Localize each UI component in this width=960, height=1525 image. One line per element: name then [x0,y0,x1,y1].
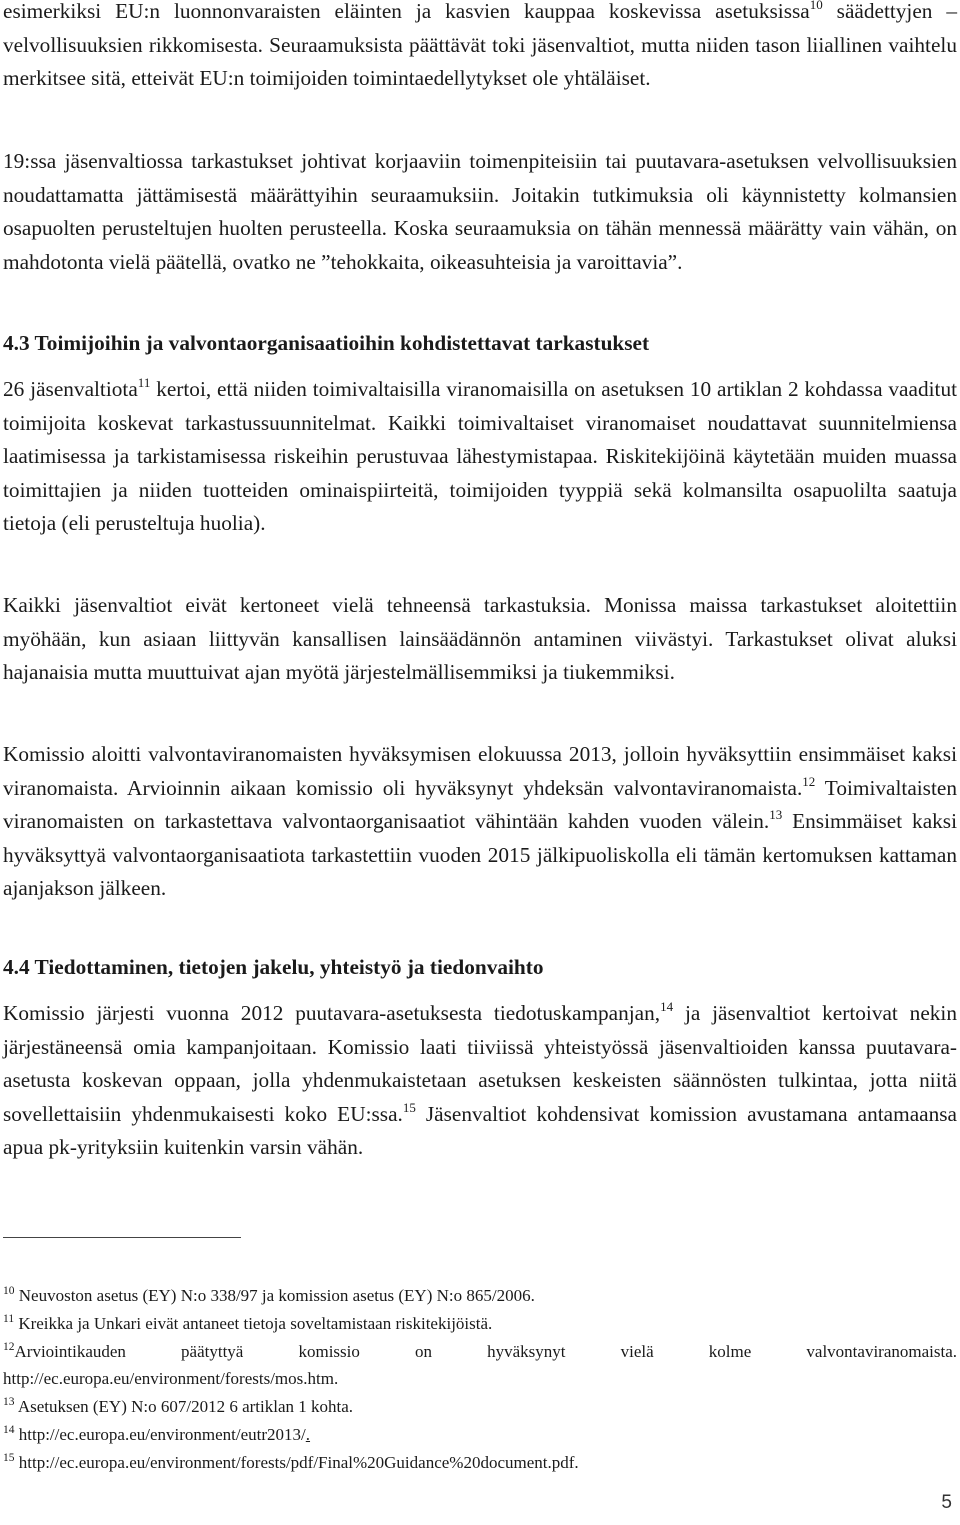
page-number: 5 [941,1492,952,1513]
section-heading: 4.3 Toimijoihin ja valvontaorganisaatioihin kohdistettavat tarkastukset [3,331,650,355]
footnote-number: 15 [3,1451,15,1464]
footnote-ref[interactable]: 11 [137,375,151,390]
footnote [3,1282,957,1310]
footnote-text: Kreikka ja Unkari eivät antaneet tietoja soveltamistaan riskitekijöistä. [18,1313,493,1333]
paragraph [3,145,957,279]
paragraph [3,738,957,906]
footnote-continuation [3,1365,957,1393]
paragraph-text [3,997,957,1165]
footnote [3,1393,957,1421]
footnote-number: 14 [3,1423,15,1436]
paragraph-text [3,145,957,279]
footnote-separator [3,1237,241,1238]
text-run: Komissio järjesti vuonna 2012 puutavara-asetuksesta tiedotuskampanjan, [3,1001,661,1025]
footnote [3,1449,957,1477]
text-run: Kaikki jäsenvaltiot eivät kertoneet vielä tehneensä tarkastuksia. Monissa maissa tarkastukset aloitettiin myöhään, kun asiaan liittyvän kansallisen lainsäädännön antaminen viivästyi. Tarkastukset olivat aluksi hajanaisia mutta muuttuivat ajan myötä järjestelmällisemmiksi ja tiukemmiksi. [3,593,957,684]
paragraph [3,0,957,96]
text-run: kertoi, että niiden toimivaltaisilla viranomaisilla on asetuksen 10 artiklan 2 kohdassa vaaditut toimijoita koskevat tarkastussuunnitelmat. Kaikki toimivaltaiset viranomaiset noudattavat suunnitelmiensa laatimisessa ja tarkistamisessa riskeihin perustuvaa lähestymistapaa. Riskitekijöinä käytetään muiden muassa toimittajien ja niiden tuotteiden ominaispiirteitä, toimijoiden tyyppiä sekä kolmansilta osapuolilta saatuja tietoja (eli perusteltuja huolia). [3,377,958,535]
footnote-link-trail: . [305,1424,311,1444]
footnote [3,1421,957,1449]
footnote-number: 13 [3,1396,15,1409]
text-run: ja jäsenvaltiot kertoivat nekin järjestäneensä omia kampanjoitaan. Komissio laati tiiviissä yhteistyössä jäsenvaltioiden kanssa puutavara-asetusta koskevan oppaan, jolla yhdenmukaistetaan asetuksen keskeisten säännösten tulkintaa, jotta niitä sovellettaisiin yhdenmukaisesti koko EU:ssa. [3,1001,957,1126]
footnote [3,1310,957,1338]
text-run: 19:ssa jäsenvaltiossa tarkastukset johtivat korjaaviin toimenpiteisiin tai puutavara-asetuksen velvollisuuksien noudattamatta jättämisestä määrättyihin seuraamuksiin. Joitakin tutkimuksia oli käynnistetty kolmansien osapuolten perusteltujen huolten perusteella. Koska seuraamuksia on tähän mennessä määrätty vain vähän, on mahdotonta vielä päätellä, ovatko ne ”tehokkaita, oikeasuhteisia ja varoittavia”. [3,149,957,274]
paragraph-text [3,373,957,541]
footnote-ref[interactable]: 14 [660,999,674,1014]
footnote-link[interactable]: http://ec.europa.eu/environment/eutr2013/ [18,1424,306,1444]
footnote-number: 12 [3,1340,15,1353]
footnote-link[interactable]: http://ec.europa.eu/environment/forests/mos.htm. [3,1369,339,1389]
paragraph-text [3,0,957,96]
footnote-ref[interactable]: 10 [809,0,823,12]
paragraph-text [3,738,957,906]
text-run: 26 jäsenvaltiota [3,377,138,401]
text-run: esimerkiksi EU:n luonnonvaraisten eläinten ja kasvien kauppaa koskevissa asetuksissa [3,0,810,23]
footnote [3,1338,957,1366]
footnotes [3,1282,957,1477]
text-run: säädettyjen – velvollisuuksien rikkomisesta. Seuraamuksista päättävät toki jäsenvaltiot, mutta niiden tason liiallinen vaihtelu merkitsee sitä, etteivät EU:n toimijoiden toimintaedellytykset ole yhtäläiset. [3,0,957,90]
footnote-number: 10 [3,1285,15,1297]
text-run: Toimivaltaisten viranomaisten on tarkastettava valvontaorganisaatiot vähintään kahden vuoden välein. [3,775,957,833]
paragraph [3,997,957,1165]
footnote-text: Neuvoston asetus (EY) N:o 338/97 ja komission asetus (EY) N:o 865/2006. [18,1286,535,1305]
footnote-ref[interactable]: 12 [802,773,816,789]
footnote-number: 11 [3,1312,15,1325]
section-heading: 4.4 Tiedottaminen, tietojen jakelu, yhteistyö ja tiedonvaihto [3,955,544,979]
paragraph [3,589,957,690]
footnote-text: Asetuksen (EY) N:o 607/2012 6 artiklan 1 kohta. [17,1397,354,1417]
paragraph-text [3,589,957,690]
footnote-link[interactable]: http://ec.europa.eu/environment/forests/pdf/Final%20Guidance%20document.pdf. [18,1452,579,1472]
paragraph [3,373,957,541]
footnote-ref[interactable]: 15 [402,1099,416,1115]
text-run: Ensimmäiset kaksi hyväksyttyä valvontaorganisaatiota tarkastettiin vuoden 2015 jälkipuoliskolla eli tämän kertomuksen kattaman ajanjakson jälkeen. [3,809,958,900]
text-run: Komissio aloitti valvontaviranomaisten hyväksymisen elokuussa 2013, jolloin hyväksyttiin ensimmäiset kaksi viranomaista. Arvioinnin aikaan komissio oli hyväksynyt yhdeksän valvontaviranomaista. [3,742,957,800]
text-run: Jäsenvaltiot kohdensivat komission avustamana antamaansa apua pk-yrityksiin kuitenkin varsin vähän. [3,1101,957,1159]
footnote-text: Arviointikauden päätyttyä komissio on hyväksynyt vielä kolme valvontaviranomaista. [14,1341,957,1361]
footnote-ref[interactable]: 13 [769,807,783,822]
